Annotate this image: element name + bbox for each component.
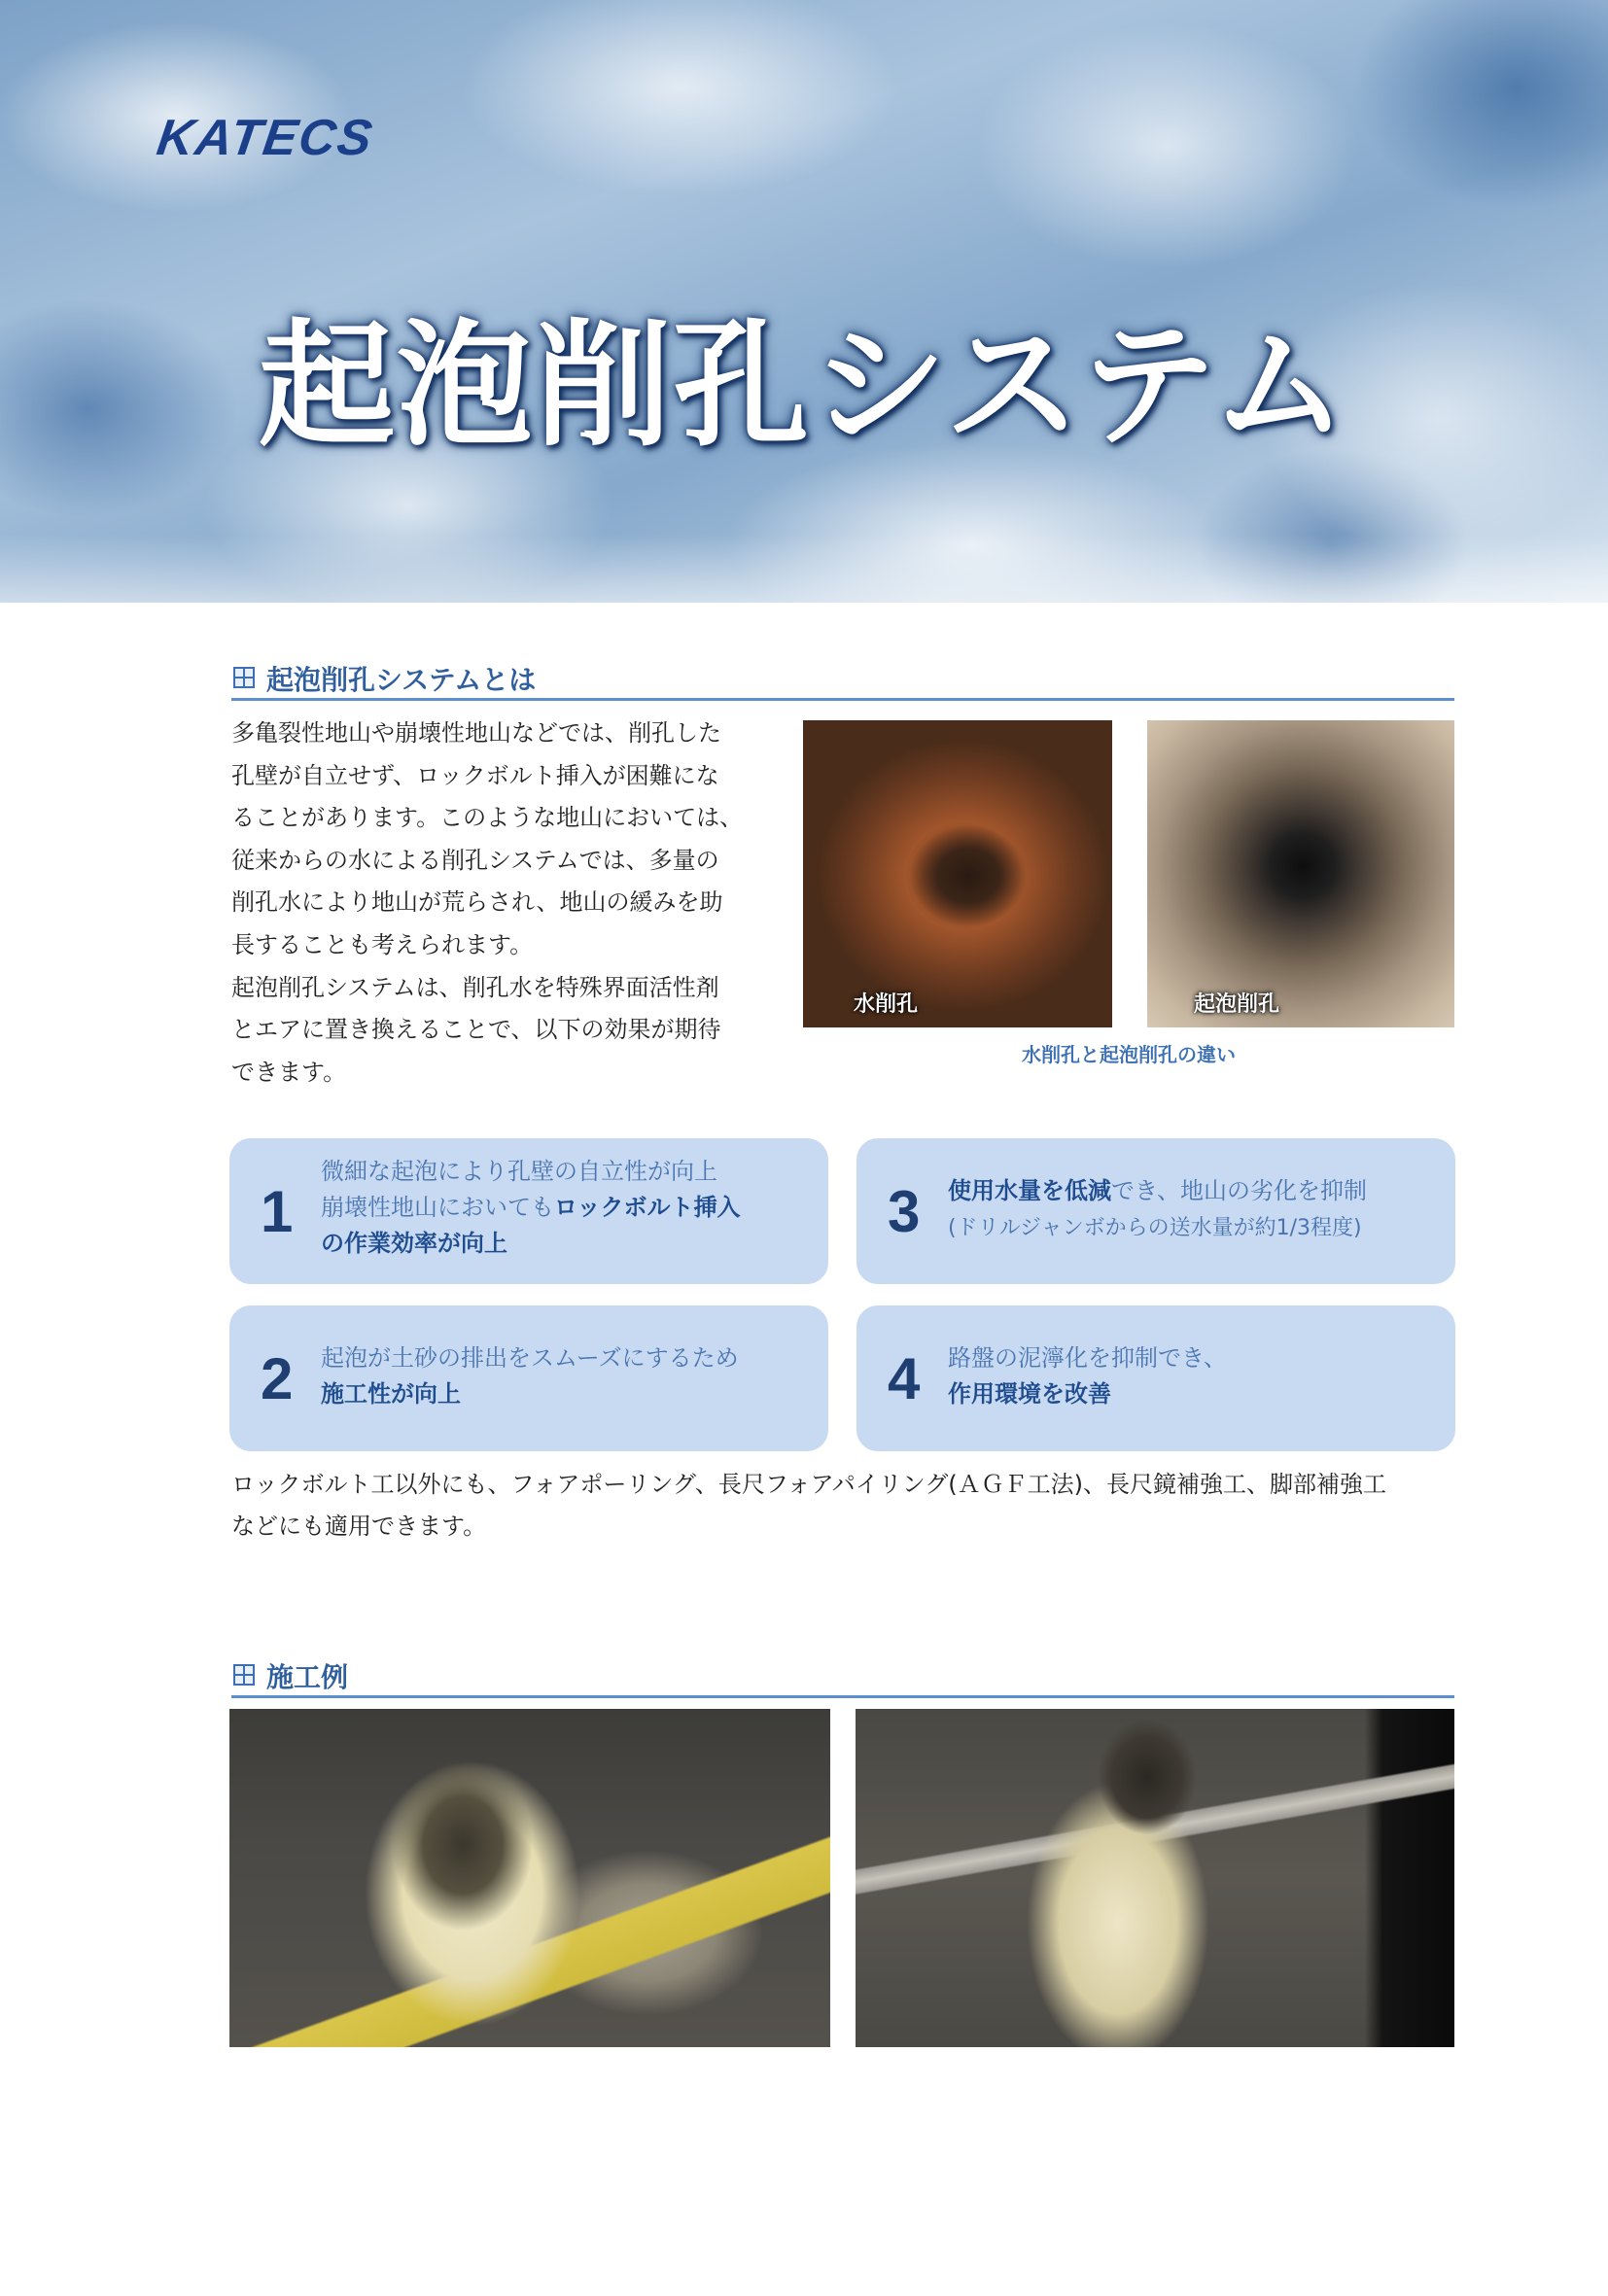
intro-line: できます。 xyxy=(231,1058,347,1086)
intro-heading-text: 起泡削孔システムとは xyxy=(266,664,537,696)
benefit-line: 路盤の泥濘化を抑制でき、 xyxy=(948,1344,1228,1372)
intro-line: 従来からの水による削孔システムでは、多量の xyxy=(231,846,719,874)
examples-section-heading xyxy=(231,1656,1454,1698)
intro-line: 起泡削孔システムは、削孔水を特殊界面活性剤 xyxy=(231,973,719,1001)
benefit-text xyxy=(948,1173,1444,1246)
benefit-number: 1 xyxy=(261,1178,294,1244)
water-drilling-label: 水削孔 xyxy=(854,992,919,1017)
header-banner xyxy=(0,0,1608,603)
benefit-text xyxy=(321,1154,817,1262)
page-title: 起泡削孔システム xyxy=(258,307,1349,466)
intro-line: 多亀裂性地山や崩壊性地山などでは、削孔した xyxy=(231,719,721,747)
intro-line: 長することも考えられます。 xyxy=(231,930,534,958)
benefit-highlight: 低減 xyxy=(1065,1177,1111,1204)
benefit-line: (ドリルジャンボからの送水量が約1/3程度) xyxy=(948,1216,1362,1240)
note-line: などにも適用できます。 xyxy=(231,1513,487,1540)
katecs-logo: KATECS xyxy=(153,110,378,166)
examples-heading-text: 施工例 xyxy=(266,1661,349,1693)
intro-section-heading xyxy=(231,659,1454,701)
benefit-card-3 xyxy=(856,1138,1455,1284)
benefit-text xyxy=(948,1340,1444,1412)
foam-drilling-label: 起泡削孔 xyxy=(1194,992,1280,1017)
intro-line: ることがあります。このような地山においては、 xyxy=(231,804,744,832)
benefit-highlight: を xyxy=(1041,1177,1065,1204)
benefit-card-4 xyxy=(856,1305,1455,1451)
benefit-highlight: 作用環境を改善 xyxy=(948,1380,1111,1408)
intro-line: 削孔水により地山が荒らされ、地山の緩みを助 xyxy=(231,888,723,917)
benefit-highlight: の作業効率が向上 xyxy=(321,1230,507,1257)
intro-line: とエアに置き換えることで、以下の効果が期待 xyxy=(231,1016,721,1044)
intro-line: 孔壁が自立せず、ロックボルト挿入が困難にな xyxy=(231,761,719,789)
benefit-number: 2 xyxy=(261,1345,294,1411)
note-line: ロックボルト工以外にも、フォアポーリング、長尺フォアパイリング(ＡＧＦ工法)、長尺鏡補強工、脚部補強工 xyxy=(231,1471,1387,1498)
benefit-line: でき、地山の劣化を抑制 xyxy=(1111,1177,1368,1204)
benefit-number: 3 xyxy=(888,1178,921,1244)
benefit-line: 起泡が土砂の排出をスムーズにするため xyxy=(321,1344,739,1372)
example-photo-drill-rig xyxy=(229,1709,830,2047)
applicability-note xyxy=(231,1464,1458,1548)
grid-bullet-icon xyxy=(233,1664,255,1686)
benefit-number: 4 xyxy=(888,1345,921,1411)
photo-caption: 水削孔と起泡削孔の違い xyxy=(1022,1043,1236,1066)
example-photo-foam-hole xyxy=(856,1709,1454,2047)
benefit-card-2 xyxy=(229,1305,828,1451)
water-drilling-photo xyxy=(803,720,1112,1027)
benefit-card-1 xyxy=(229,1138,828,1284)
benefit-text xyxy=(321,1340,817,1412)
benefit-line: 微細な起泡により孔壁の自立性が向上 xyxy=(321,1158,717,1185)
benefit-highlight: 施工性が向上 xyxy=(321,1380,461,1408)
benefit-line: 崩壊性地山においても xyxy=(321,1194,554,1221)
benefit-highlight: 使用水量 xyxy=(948,1177,1041,1204)
benefit-highlight: ロックボルト挿入 xyxy=(554,1194,741,1221)
grid-bullet-icon xyxy=(233,667,255,688)
intro-paragraph xyxy=(231,713,776,1094)
banner-fade xyxy=(0,535,1608,603)
foam-drilling-photo xyxy=(1147,720,1454,1027)
